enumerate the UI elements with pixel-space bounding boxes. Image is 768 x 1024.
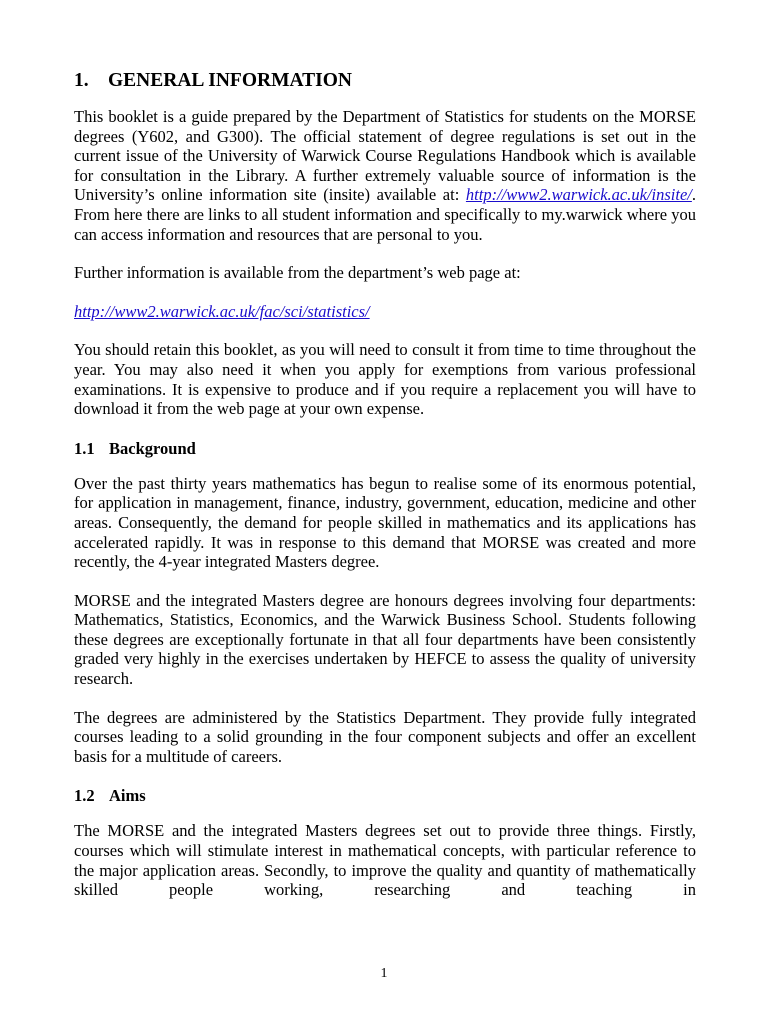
- section-title: GENERAL INFORMATION: [108, 70, 352, 91]
- background-paragraph: The degrees are administered by the Statistics Department. They provide fully integrated courses leading to a solid grounding in the four component subjects and offer an excellent basis for a multitude of careers.: [74, 707, 696, 766]
- background-heading: [74, 438, 696, 460]
- background-paragraph: MORSE and the integrated Masters degree are honours degrees involving four departments: Mathematics, Statistics, Economics, and the Warwick Business School. Students following these degrees are exceptionally fortunate in that all four departments have been consistently graded very highly in the exercises undertaken by HEFCE to assess the quality of university research.: [74, 590, 696, 689]
- statistics-link-line: [74, 302, 696, 322]
- page-number: 1: [380, 966, 388, 981]
- background-paragraph: Over the past thirty years mathematics has begun to realise some of its enormous potential, for application in management, finance, industry, government, education, medicine and other areas. Consequently, the demand for people skilled in mathematics and its applications has accelerated rapidly. It was in response to this demand that MORSE was created and more recently, the 4-year integrated Masters degree.: [74, 473, 696, 572]
- intro-text-continued: . From here there are links to all student information and specifically to my.warwick where you can access information and resources that are personal to you.: [74, 185, 696, 244]
- aims-heading: [74, 785, 696, 807]
- section-number: 1.: [74, 70, 89, 91]
- intro-text: This booklet is a guide prepared by the Department of Statistics for students on the MORSE degrees (Y602, and G300). The official statement of degree regulations is set out in the current issue of the University of Warwick Course Regulations Handbook which is available for consultation in the Library. A further extremely valuable source of information is the University’s online information site (insite) available at:: [74, 107, 696, 205]
- aims-number: 1.2: [74, 786, 95, 806]
- retain-paragraph: You should retain this booklet, as you will need to consult it from time to time throughout the year. You may also need it when you apply for exemptions from various professional examinations. It is expensive to produce and if you require a replacement you will have to download it from the web page at your own expense.: [74, 340, 696, 419]
- insite-link[interactable]: http://www2.warwick.ac.uk/insite/: [465, 185, 692, 205]
- aims-title: Aims: [109, 786, 146, 806]
- aims-paragraph: The MORSE and the integrated Masters degrees set out to provide three things. Firstly, courses which will stimulate interest in mathematical concepts, with particular reference to the major application areas. Secondly, to improve the quality and quantity of mathematically skilled people working, researching and teaching in: [74, 821, 696, 900]
- statistics-web-link[interactable]: http://www2.warwick.ac.uk/fac/sci/statistics/: [74, 301, 370, 321]
- further-info-paragraph: Further information is available from the department’s web page at:: [74, 263, 521, 283]
- page-content: [74, 68, 696, 919]
- background-title: Background: [109, 438, 196, 458]
- section-heading: [74, 68, 696, 94]
- background-number: 1.1: [74, 438, 95, 458]
- intro-paragraph: [74, 107, 696, 244]
